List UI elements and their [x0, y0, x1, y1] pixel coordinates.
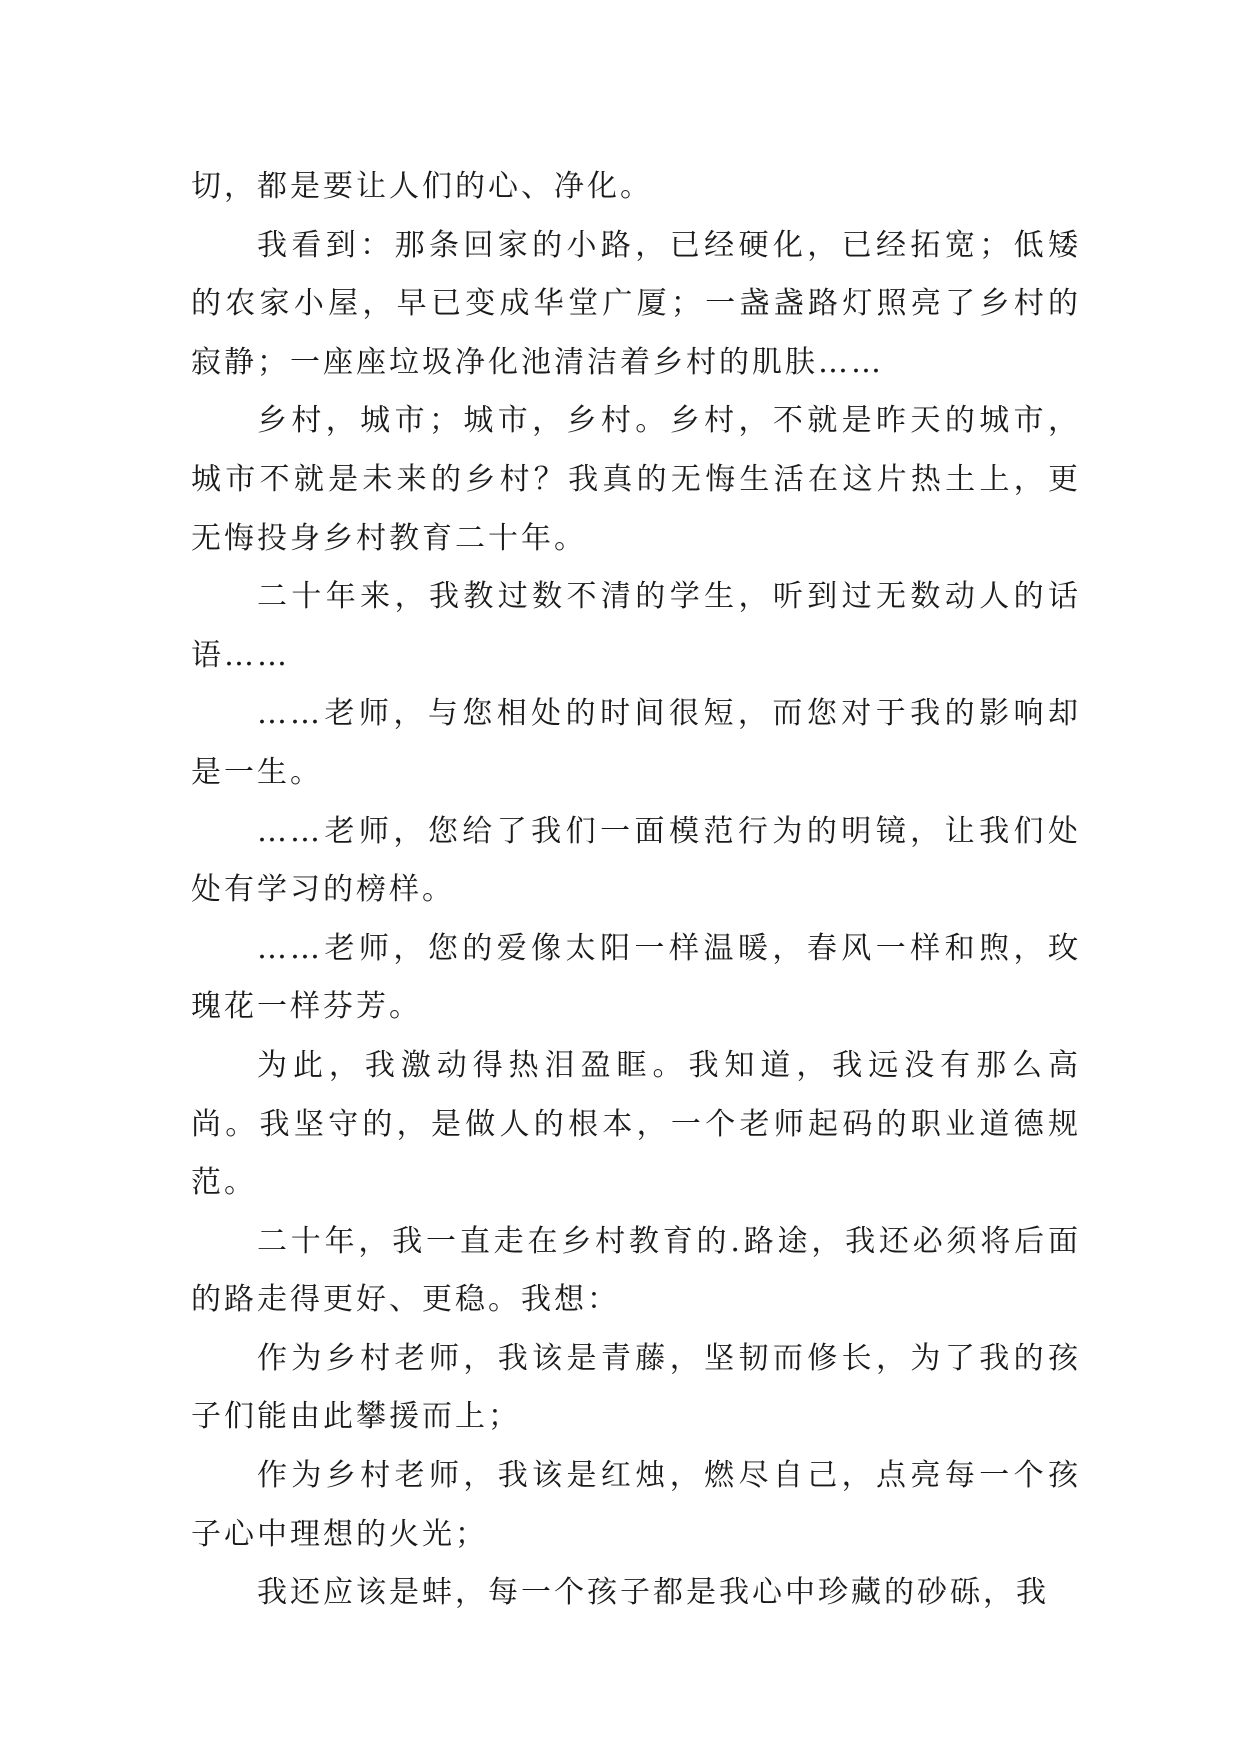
paragraph-5: ……老师，与您相处的时间很短，而您对于我的影响却是一生。	[191, 696, 1081, 790]
paragraph-12: 我还应该是蚌，每一个孩子都是我心中珍藏的砂砾，我	[257, 1575, 1049, 1611]
paragraph-2: 我看到：那条回家的小路，已经硬化，已经拓宽；低矮的农家小屋，早已变成华堂广厦；一盏盏路灯照亮了乡村的寂静；一座座垃圾净化池清洁着乡村的肌肤……	[191, 227, 1081, 380]
paragraph-11: 作为乡村老师，我该是红烛，燃尽自己，点亮每一个孩子心中理想的火光；	[191, 1458, 1081, 1552]
paragraph-6: ……老师，您给了我们一面模范行为的明镜，让我们处处有学习的榜样。	[191, 813, 1081, 908]
paragraph-3: 乡村，城市；城市，乡村。乡村，不就是昨天的城市，城市不就是未来的乡村？我真的无悔生活在这片热土上，更无悔投身乡村教育二十年。	[191, 403, 1081, 556]
paragraph-1: 切，都是要让人们的心、净化。	[191, 169, 653, 204]
paragraph-7: ……老师，您的爱像太阳一样温暖，春风一样和煦，玫瑰花一样芬芳。	[191, 930, 1081, 1025]
paragraph-4: 二十年来，我教过数不清的学生，听到过无数动人的话语……	[191, 579, 1081, 673]
paragraph-10: 作为乡村老师，我该是青藤，坚韧而修长，为了我的孩子们能由此攀援而上；	[191, 1340, 1081, 1435]
document-body	[191, 158, 1081, 1623]
paragraph-9: 二十年，我一直走在乡村教育的.路途，我还必须将后面的路走得更好、更稳。我想：	[191, 1223, 1081, 1318]
paragraph-8: 为此，我激动得热泪盈眶。我知道，我远没有那么高尚。我坚守的，是做人的根本，一个老师起码的职业道德规范。	[191, 1047, 1081, 1201]
